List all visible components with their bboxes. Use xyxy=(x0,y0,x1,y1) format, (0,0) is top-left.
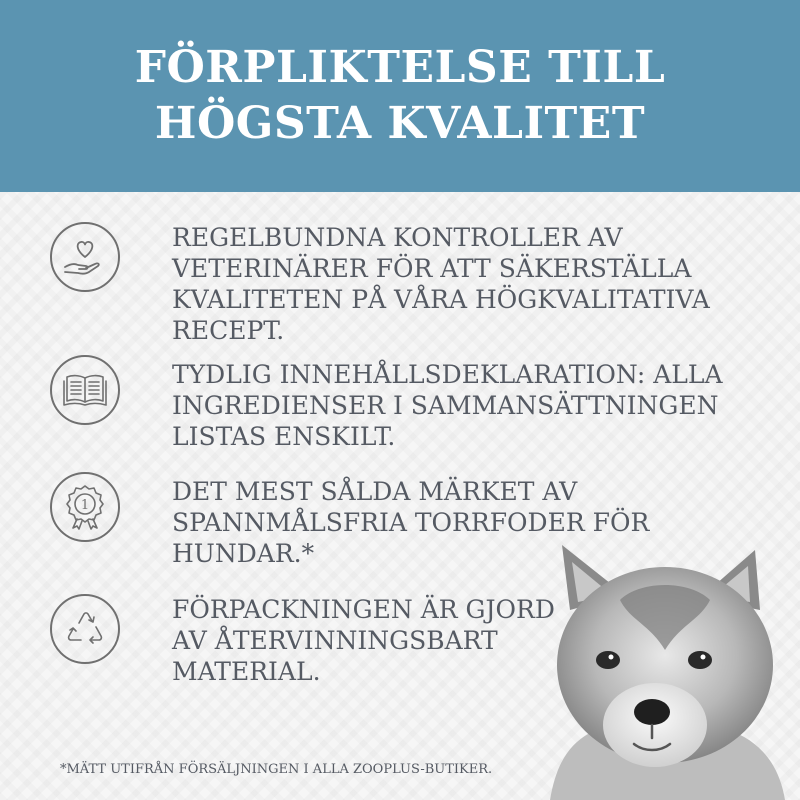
header-banner xyxy=(0,0,800,192)
feature-vet-checks xyxy=(50,222,750,346)
feature-line: HUNDAR.* xyxy=(172,539,315,568)
open-book-icon xyxy=(50,355,120,425)
puppy-photo xyxy=(540,540,790,800)
feature-line: LISTAS ENSKILT. xyxy=(172,422,396,451)
feature-ingredients xyxy=(50,355,750,452)
feature-line: DET MEST SÅLDA MÄRKET AV xyxy=(172,477,578,506)
feature-line: TYDLIG INNEHÅLLSDEKLARATION: ALLA xyxy=(172,360,723,389)
feature-text xyxy=(172,359,732,452)
feature-line: MATERIAL. xyxy=(172,657,321,686)
page-title xyxy=(80,40,720,152)
heart-hand-icon xyxy=(50,222,120,292)
title-line-1: FÖRPLIKTELSE TILL xyxy=(134,42,666,93)
feature-line: REGELBUNDNA KONTROLLER AV xyxy=(172,223,623,252)
feature-line: RECEPT. xyxy=(172,316,285,345)
award-ribbon-icon xyxy=(50,472,120,542)
footnote: *MÄTT UTIFRÅN FÖRSÄLJNINGEN I ALLA ZOOPLUS-BUTIKER. xyxy=(60,762,493,777)
feature-line: INGREDIENSER I SAMMANSÄTTNINGEN xyxy=(172,391,719,420)
award-number: 1 xyxy=(80,498,90,513)
title-line-2: HÖGSTA KVALITET xyxy=(154,98,646,149)
feature-line: KVALITETEN PÅ VÅRA HÖGKVALITATIVA xyxy=(172,285,710,314)
feature-line: VETERINÄRER FÖR ATT SÄKERSTÄLLA xyxy=(172,254,692,283)
feature-text xyxy=(172,222,732,346)
recycle-icon xyxy=(50,594,120,664)
feature-line: AV ÅTERVINNINGSBART xyxy=(172,626,498,655)
feature-line: SPANNMÅLSFRIA TORRFODER FÖR xyxy=(172,508,650,537)
feature-line: FÖRPACKNINGEN ÄR GJORD xyxy=(172,595,555,624)
